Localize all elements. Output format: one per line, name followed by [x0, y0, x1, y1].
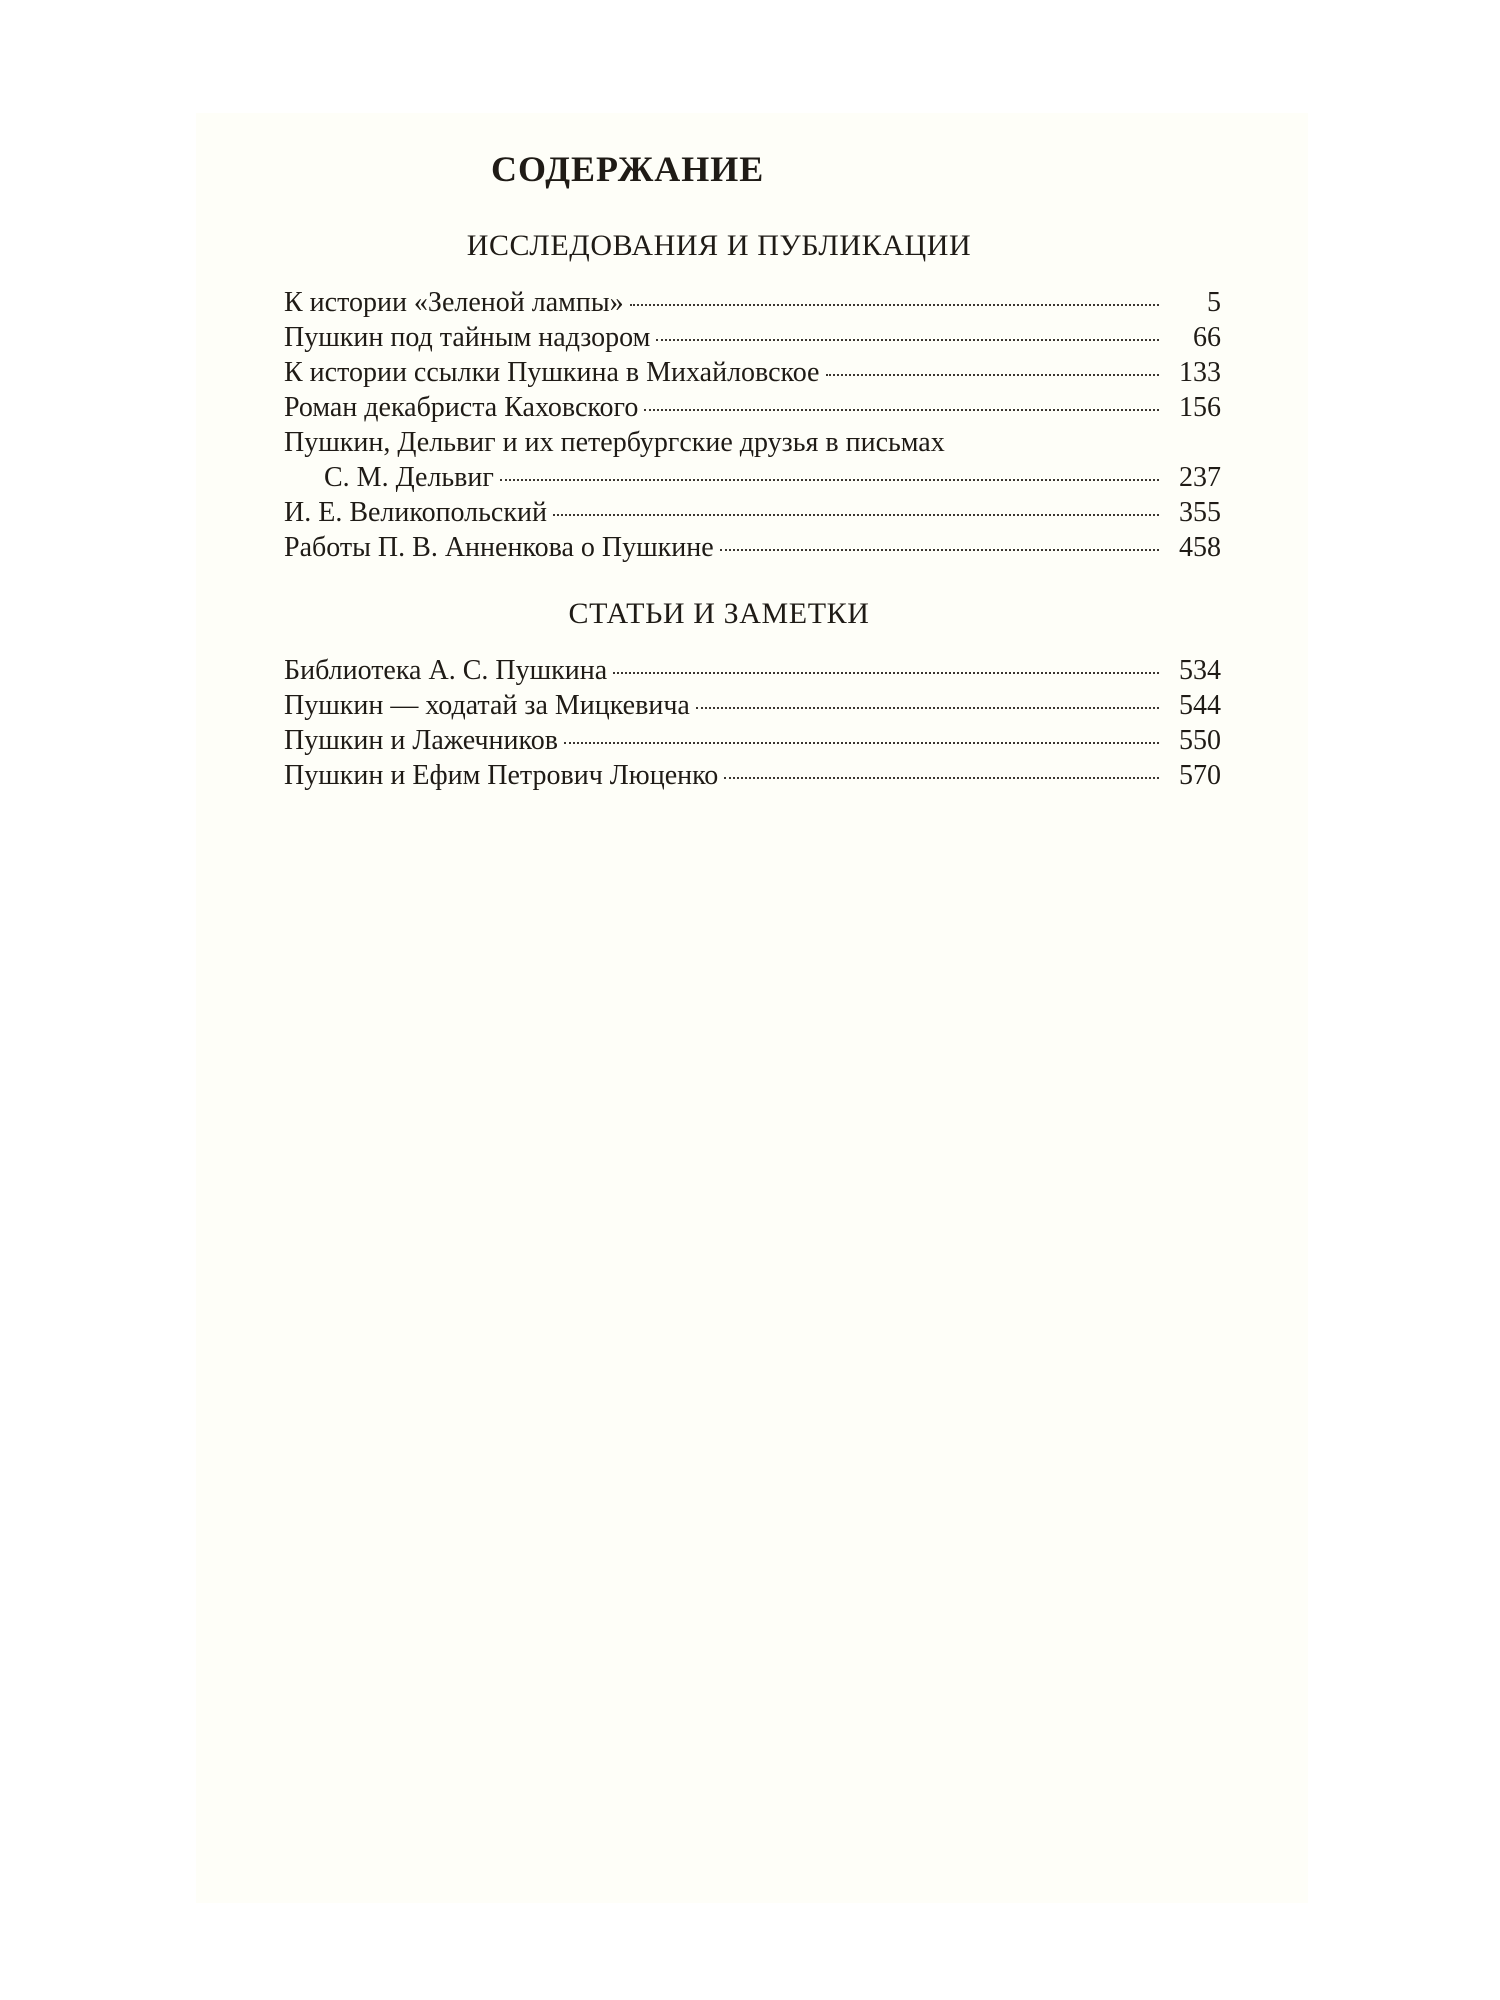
toc-entry[interactable]: [284, 653, 1221, 688]
toc-entry-title: Пушкин и Ефим Петрович Люценко: [284, 760, 719, 791]
toc-entry-title-continuation: С. М. Дельвиг: [324, 462, 494, 493]
toc-page-number: 534: [1179, 655, 1221, 686]
section-heading-research: ИССЛЕДОВАНИЯ И ПУБЛИКАЦИИ: [466, 229, 972, 262]
toc-page-number: 570: [1179, 760, 1221, 791]
toc-page-number: 544: [1179, 690, 1221, 721]
toc-entry[interactable]: [284, 723, 1221, 758]
dot-leader: [696, 707, 1159, 709]
toc-page-number: 355: [1179, 497, 1221, 528]
toc-page-number: 133: [1179, 357, 1221, 388]
toc-page-number: 550: [1179, 725, 1221, 756]
toc-entry-title: К истории ссылки Пушкина в Михайловское: [284, 357, 820, 388]
toc-entry[interactable]: [284, 530, 1221, 565]
toc-entry-title: И. Е. Великопольский: [284, 497, 547, 528]
dot-leader: [564, 742, 1159, 744]
toc-page-number: 458: [1179, 532, 1221, 563]
page-title: СОДЕРЖАНИЕ: [491, 149, 765, 189]
toc-entry-title: Работы П. В. Анненкова о Пушкине: [284, 532, 714, 563]
toc-page-number: 66: [1193, 322, 1221, 353]
toc-entry-title: Пушкин — ходатай за Мицкевича: [284, 690, 690, 721]
section-heading-articles: СТАТЬИ И ЗАМЕТКИ: [568, 597, 870, 630]
toc-entry[interactable]: [284, 355, 1221, 390]
dot-leader: [724, 777, 1159, 779]
toc-page-number: 237: [1179, 462, 1221, 493]
toc-list-research: [284, 285, 1221, 565]
dot-leader: [630, 304, 1159, 306]
toc-entry-title: Библиотека А. С. Пушкина: [284, 655, 608, 686]
toc-page-number: 156: [1179, 392, 1221, 423]
dot-leader: [613, 672, 1159, 674]
toc-entry-title: Роман декабриста Каховского: [284, 392, 639, 423]
dot-leader: [500, 479, 1159, 481]
toc-entry[interactable]: [284, 495, 1221, 530]
dot-leader: [720, 549, 1159, 551]
toc-entry[interactable]: [284, 390, 1221, 425]
toc-list-articles: [284, 653, 1221, 793]
toc-entry-title: Пушкин и Лажечников: [284, 725, 558, 756]
book-page: [196, 113, 1308, 1903]
toc-entry[interactable]: [284, 320, 1221, 355]
dot-leader: [656, 339, 1159, 341]
dot-leader: [826, 374, 1160, 376]
toc-entry[interactable]: [284, 688, 1221, 723]
toc-entry[interactable]: [284, 758, 1221, 793]
toc-entry-title: Пушкин, Дельвиг и их петербургские друзья в письмах: [284, 427, 945, 458]
toc-page-number: 5: [1207, 287, 1221, 318]
toc-entry[interactable]: [284, 285, 1221, 320]
toc-entry[interactable]: [284, 425, 1221, 495]
dot-leader: [644, 409, 1159, 411]
toc-entry-title: К истории «Зеленой лампы»: [284, 287, 624, 318]
toc-entry-title: Пушкин под тайным надзором: [284, 322, 651, 353]
dot-leader: [553, 514, 1159, 516]
